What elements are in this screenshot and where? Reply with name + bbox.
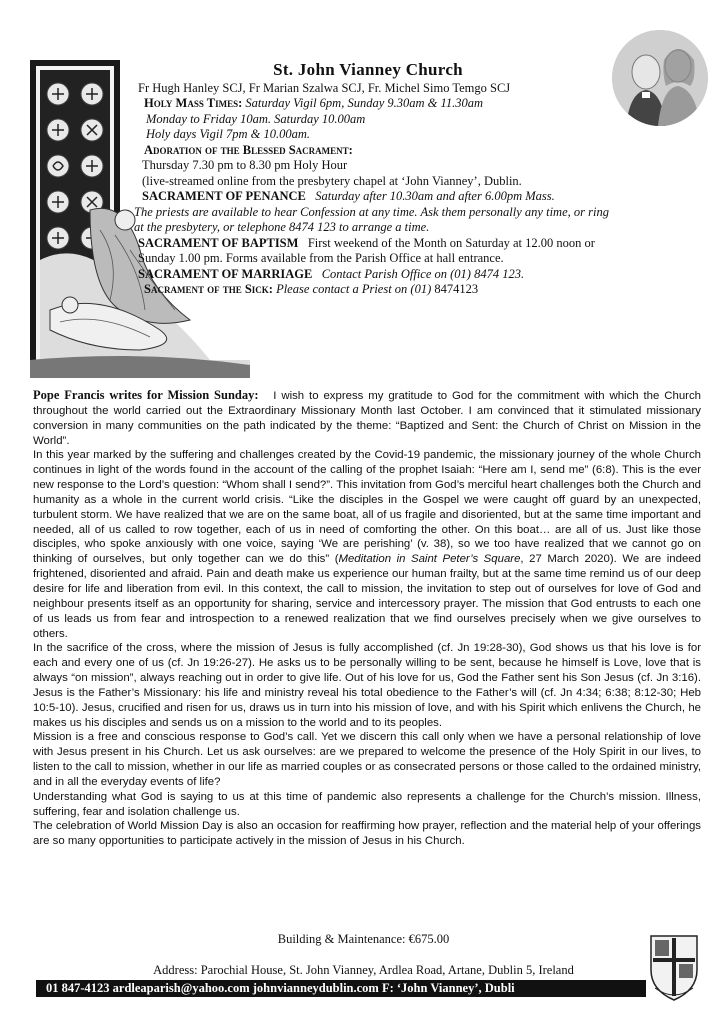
article-p2b-text: , 27 March 2020). We are indeed frightened, disoriented and afraid. Pain and death make us experience our human frailty, but at the same time remind us of our deep desire for life and liberation from evil. In this context, the call to mission, the invitation to step out of ourselves for love of God and neighbour presents itself as an opportunity for sharing, service and intercessory prayer. The mission that God entrusts to each one of us leads us from fear and introspection to a renewed realization that we find ourselves precisely when we give ourselves to others. xyxy=(33,553,701,640)
sick-phone: 8474123 xyxy=(434,282,479,296)
article-paragraph-2 xyxy=(33,448,701,641)
baptism-text-1: First weekend of the Month on Saturday at 12.00 noon or xyxy=(307,235,595,250)
holy-days-mass: Holy days Vigil 7pm & 10.00am. xyxy=(146,127,310,141)
weekday-mass: Monday to Friday 10am. Saturday 10.00am xyxy=(146,111,366,126)
article-lead: Pope Francis writes for Mission Sunday: xyxy=(33,388,259,402)
building-maintenance: Building & Maintenance: €675.00 xyxy=(277,932,450,946)
sick-line xyxy=(138,282,618,298)
article-paragraph-1 xyxy=(33,388,701,448)
marriage-label: SACRAMENT OF MARRIAGE xyxy=(138,266,313,281)
penance-time: Saturday after 10.30am and after 6.00pm Mass. xyxy=(315,189,555,203)
clergy-names: Fr Hugh Hanley SCJ, Fr Marian Szalwa SCJ, Fr. Michel Simo Temgo SCJ xyxy=(138,80,511,95)
penance-note-1: The priests are available to hear Confession at any time. Ask them personally any time, or ring xyxy=(134,204,609,219)
mission-sunday-article xyxy=(33,388,701,849)
contact-bar: 01 847-4123 ardleaparish@yahoo.com johnvianneydublin.com F: ‘John Vianney’, Dubli xyxy=(36,980,646,997)
adoration-time: Thursday 7.30 pm to 8.30 pm Holy Hour xyxy=(142,158,348,172)
mass-times-label: Holy Mass Times: xyxy=(144,96,243,110)
sick-label: Sacrament of the Sick: xyxy=(144,282,273,296)
penance-note-2: at the presbytery, or telephone 8474 123 to arrange a time. xyxy=(134,220,430,234)
article-citation: Meditation in Saint Peter’s Square xyxy=(338,553,521,566)
baptism-label: SACRAMENT OF BAPTISM xyxy=(138,235,299,250)
article-paragraph-6: The celebration of World Mission Day is also an occasion for reaffirming how prayer, reflection and the material help of your offerings are so many opportunities to participate actively in the mission of Jesus in his Church. xyxy=(33,820,701,848)
article-p2a-text: In this year marked by the suffering and challenges created by the Covid-19 pandemic, the missionary journey of the whole Church continues in light of the words found in the account of the calling of the prophet Isaiah: “Here am I, send me” (6:8). This is the ever new response to the Lord’s question: “Whom shall I send?”. This invitation from God’s merciful heart challenges both the Church and humanity as a whole in the current world crisis. “Like the disciples in the Gospel we were caught off guard by an unexpected, turbulent storm. We have realized that we are on the same boat, all of us fragile and disoriented, but at the same time important and needed, all of us called to row together, each of us in need of comforting the other. On this boat… are all of us. Just like those disciples, who spoke anxiously with one voice, saying ‘We are perishing’ (v. 38), so we too have realized that we cannot go on thinking of ourselves, but only together can we do this” ( xyxy=(33,449,701,566)
adoration-label: Adoration of the Blessed Sacrament: xyxy=(144,142,353,157)
mass-times-value: Saturday Vigil 6pm, Sunday 9.30am & 11.30am xyxy=(245,96,483,110)
penance-line xyxy=(138,189,618,205)
marriage-text: Contact Parish Office on (01) 8474 123. xyxy=(321,266,525,281)
sick-text: Please contact a Priest on (01) xyxy=(276,282,432,296)
mass-times-line xyxy=(138,96,618,112)
parish-address: Address: Parochial House, St. John Vianney, Ardlea Road, Artane, Dublin 5, Ireland xyxy=(153,963,574,977)
baptism-line xyxy=(138,236,618,252)
church-info-header xyxy=(134,60,618,298)
parish-crest-icon xyxy=(645,930,703,1002)
saint-portrait-image xyxy=(612,30,708,126)
article-paragraph-4: Mission is a free and conscious response to God’s call. Yet we discern this call only when we have a personal relationship of love with Jesus present in his Church. Let us ask ourselves: are we prepared to welcome the presence of the Holy Spirit in our lives, to listen to the call to mission, whether in our life as married couples or as consecrated persons or those called to the ordained ministry, and in all the everyday events of life? xyxy=(33,731,701,788)
baptism-text-2: Sunday 1.00 pm. Forms available from the Parish Office at hall entrance. xyxy=(138,251,504,265)
article-paragraph-3: In the sacrifice of the cross, where the mission of Jesus is fully accomplished (cf. Jn 19:28-30), God shows us that his love is for each and every one of us (cf. Jn 19:26-27). He asks us to be personally willing to be sent, because he himself is Love, love that is always “on mission”, always reaching out in order to give life. Out of his love for us, God the Father sent his Son Jesus (cf. Jn 3:16). Jesus is the Father’s Missionary: his life and ministry reveal his total obedience to the Father’s will (cf. Jn 4:34; 6:38; 8:12-30; Heb 10:5-10). Jesus, crucified and risen for us, draws us in turn into his mission of love, and with his Spirit which enlivens the Church, he makes us his disciples and sends us on a mission to the world and to its peoples. xyxy=(33,642,701,729)
church-title: St. John Vianney Church xyxy=(273,60,463,79)
marriage-line xyxy=(138,267,618,283)
article-paragraph-5: Understanding what God is saying to us at this time of pandemic also represents a challenge for the Church’s mission. Illness, suffering, fear and isolation challenge us. xyxy=(33,790,701,818)
article-p1-text: I wish to express my gratitude to God for the commitment with which the Church throughout the world carried out the Extraordinary Missionary Month last October. I am convinced that it stimulated missionary conversion in many communities on the path indicated by the theme: “Baptized and Sent: the Church of Christ on Mission in the World”. xyxy=(33,390,701,447)
penance-label: SACRAMENT OF PENANCE xyxy=(142,189,306,203)
adoration-stream: (live-streamed online from the presbytery chapel at ‘John Vianney’, Dublin. xyxy=(142,173,522,188)
